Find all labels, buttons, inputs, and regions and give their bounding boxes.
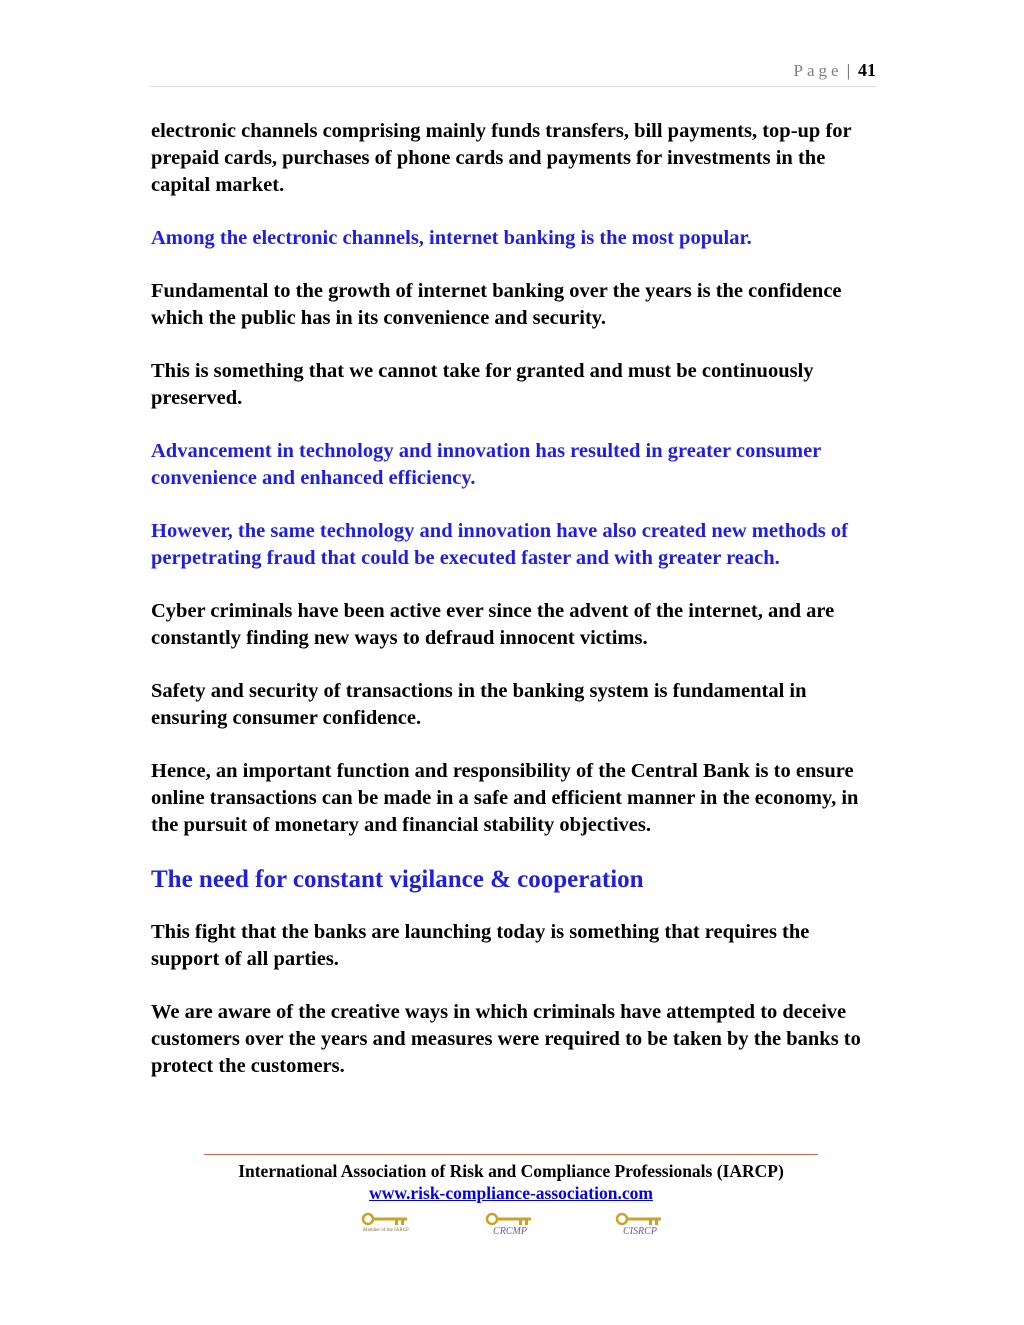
main-content	[151, 118, 867, 1106]
footer-organization: International Association of Risk and Compliance Professionals (IARCP)	[238, 1161, 784, 1181]
paragraph: Fundamental to the growth of internet banking over the years is the confidence which the public has in its convenience and security.	[151, 280, 842, 329]
page-number: 41	[858, 60, 876, 80]
page-footer	[204, 1154, 818, 1204]
paragraph: Hence, an important function and responsibility of the Central Bank is to ensure online transactions can be made in a safe and efficient manner in the economy, in the pursuit of monetary and financial stability objectives.	[151, 760, 859, 836]
paragraph-highlight: Advancement in technology and innovation has resulted in greater consumer convenience and enhanced efficiency.	[151, 440, 821, 489]
paragraph: Cyber criminals have been active ever since the advent of the internet, and are constantly finding new ways to defraud innocent victims.	[151, 600, 835, 649]
paragraph: Safety and security of transactions in the banking system is fundamental in ensuring consumer confidence.	[151, 680, 807, 729]
logo-label: CRCMP	[493, 1226, 527, 1237]
paragraph: We are aware of the creative ways in which criminals have attempted to deceive customers over the years and measures were required to be taken by the banks to protect the customers.	[151, 1001, 861, 1077]
crcmp-logo	[485, 1212, 535, 1240]
cisrcp-logo	[615, 1212, 665, 1240]
member-logo	[361, 1212, 411, 1240]
footer-link[interactable]: www.risk-compliance-association.com	[369, 1183, 653, 1203]
logo-label: CISRCP	[623, 1226, 657, 1237]
page-separator: |	[846, 61, 850, 80]
section-heading: The need for constant vigilance & cooperation	[151, 866, 644, 893]
page-label: Page	[793, 61, 843, 80]
paragraph: electronic channels comprising mainly funds transfers, bill payments, top-up for prepaid cards, purchases of phone cards and payments for investments in the capital market.	[151, 120, 852, 196]
paragraph: This fight that the banks are launching today is something that requires the support of all parties.	[151, 921, 810, 970]
paragraph-highlight: However, the same technology and innovation have also created new methods of perpetrating fraud that could be executed faster and with greater reach.	[151, 520, 848, 569]
paragraph-highlight: Among the electronic channels, internet banking is the most popular.	[151, 227, 752, 249]
page-header	[150, 60, 876, 87]
paragraph: This is something that we cannot take for granted and must be continuously preserved.	[151, 360, 814, 409]
key-icon	[361, 1212, 411, 1228]
logo-label: Member of the IARCP	[363, 1228, 409, 1233]
